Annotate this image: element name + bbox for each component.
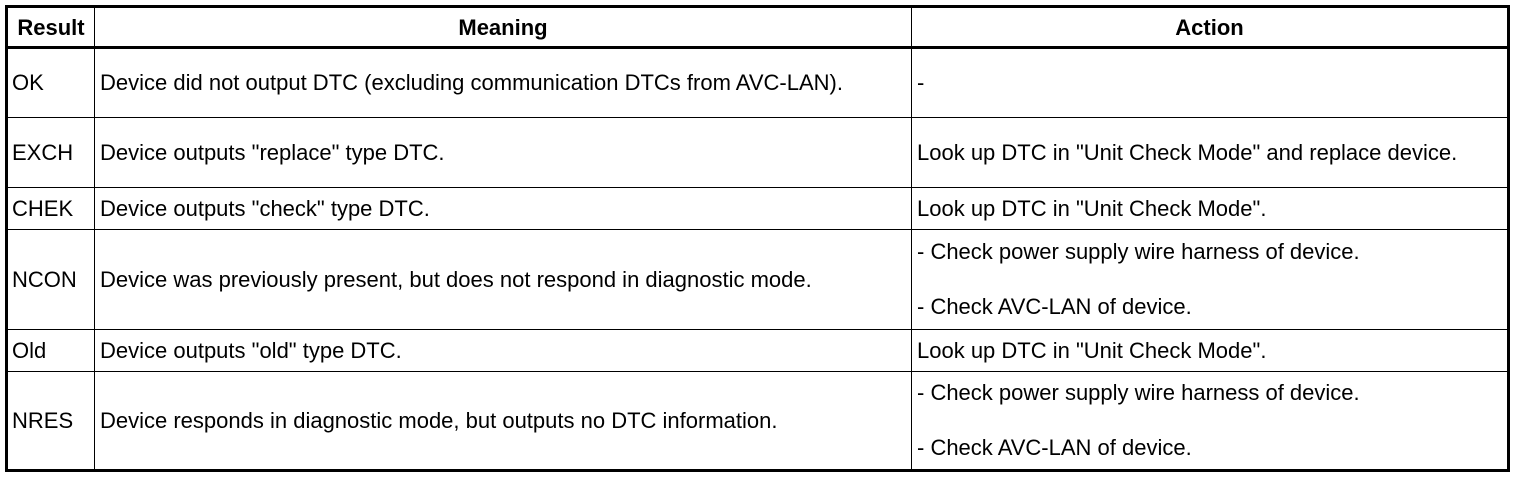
- meaning-cell: Device outputs "check" type DTC.: [95, 188, 912, 230]
- meaning-cell: Device was previously present, but does not respond in diagnostic mode.: [95, 230, 912, 329]
- action-cell: [912, 188, 1509, 230]
- header-meaning: Meaning: [95, 7, 912, 48]
- table-row: [7, 117, 1509, 188]
- action-spacer: [917, 406, 1502, 434]
- action-cell: [912, 329, 1509, 371]
- action-line: - Check AVC-LAN of device.: [917, 435, 1192, 461]
- action-line: Look up DTC in "Unit Check Mode".: [917, 196, 1267, 222]
- result-cell: Old: [7, 329, 95, 371]
- dtc-result-table: [5, 5, 1510, 472]
- result-cell: EXCH: [7, 117, 95, 188]
- action-spacer: [917, 265, 1502, 293]
- action-line: - Check power supply wire harness of device.: [917, 239, 1360, 265]
- meaning-cell: Device did not output DTC (excluding communication DTCs from AVC-LAN).: [95, 48, 912, 118]
- action-cell: [912, 371, 1509, 470]
- table-row: [7, 48, 1509, 118]
- table-row: [7, 329, 1509, 371]
- table-row: [7, 188, 1509, 230]
- action-line: Look up DTC in "Unit Check Mode" and replace device.: [917, 139, 1458, 165]
- action-line: - Check power supply wire harness of device.: [917, 380, 1360, 406]
- action-line: Look up DTC in "Unit Check Mode".: [917, 337, 1267, 363]
- result-cell: OK: [7, 48, 95, 118]
- header-action: Action: [912, 7, 1509, 48]
- header-result: Result: [7, 7, 95, 48]
- meaning-cell: Device responds in diagnostic mode, but outputs no DTC information.: [95, 371, 912, 470]
- meaning-cell: Device outputs "replace" type DTC.: [95, 117, 912, 188]
- table-row: [7, 230, 1509, 329]
- action-cell: [912, 48, 1509, 118]
- action-cell: [912, 117, 1509, 188]
- result-cell: CHEK: [7, 188, 95, 230]
- action-line: -: [917, 70, 925, 96]
- result-cell: NCON: [7, 230, 95, 329]
- action-line: - Check AVC-LAN of device.: [917, 294, 1192, 320]
- table-row: [7, 371, 1509, 470]
- table-header-row: [7, 7, 1509, 48]
- result-cell: NRES: [7, 371, 95, 470]
- action-cell: [912, 230, 1509, 329]
- meaning-cell: Device outputs "old" type DTC.: [95, 329, 912, 371]
